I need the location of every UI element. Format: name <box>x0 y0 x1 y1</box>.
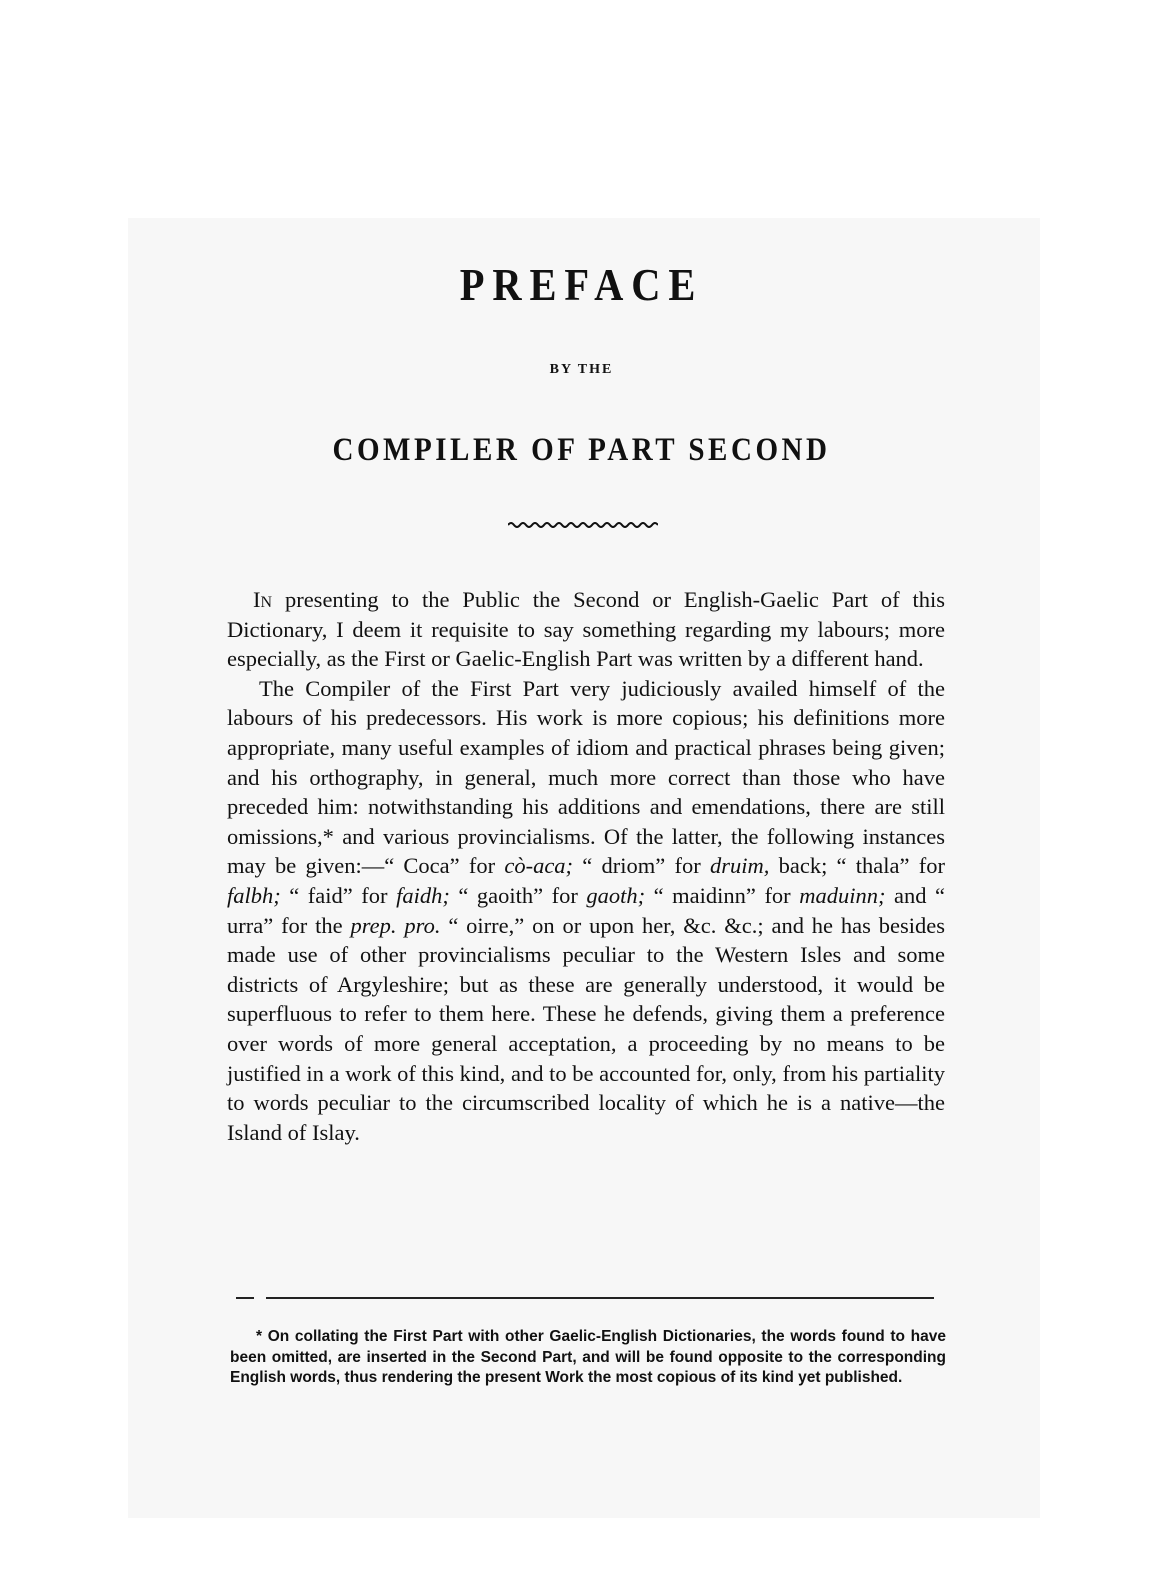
preface-body <box>227 585 945 1147</box>
footnote-text: On collating the First Part with other Gaelic-English Dictionaries, the words found to have been omitted, are inserted in the Second Part, and will be found opposite to the corresponding English words, thus rendering the present Work the most copious of its kind yet published. <box>230 1328 946 1386</box>
paragraph-2: The Compiler of the First Part very judiciously availed himself of the labours of his predecessors. His work is more copious; his definitions more appropriate, many useful examples of idiom and practical phrases being given; and his orthography, in general, much more correct than those who have preceded him: notwithstanding his additions and emendations, there are still omissions,* and various provincialisms. Of the latter, the following instances may be given:—“ Coca” for cò-aca; “ driom” for druim, back; “ thala” for falbh; “ faid” for faidh; “ gaoith” for gaoth; “ maidinn” for maduinn; and “ urra” for the prep. pro. “ oirre,” on or upon her, &c. &c.; and he has besides made use of other provincialisms peculiar to the Western Isles and some districts of Argyleshire; but as these are generally understood, it would be superfluous to refer to them here. These he defends, giving them a preference over words of more general acceptation, a proceeding by no means to be justified in a work of this kind, and to be accounted for, only, from his partiality to words peculiar to the circumscribed locality of which he is a native—the Island of Islay. <box>227 675 946 1145</box>
byline: BY THE <box>549 362 614 377</box>
footnote-rule-dash <box>236 1297 254 1299</box>
paragraph-1-text: presenting to the Public the Second or English-Gaelic Part of this Dictionary, I deem it requisite to say something regarding my labours; more especially, as the First or Gaelic-English Part was written by a different hand. <box>227 587 945 672</box>
ornament-divider <box>508 520 658 530</box>
footnote-marker: * <box>256 1328 263 1345</box>
footnote-rule <box>266 1297 934 1299</box>
footnote <box>230 1327 946 1389</box>
paragraph-1 <box>227 585 945 674</box>
page-subtitle: COMPILER OF PART SECOND <box>332 432 831 468</box>
footnote-marker: * <box>322 823 334 849</box>
drop-capital: In <box>253 587 273 612</box>
page-title: PREFACE <box>459 259 704 310</box>
